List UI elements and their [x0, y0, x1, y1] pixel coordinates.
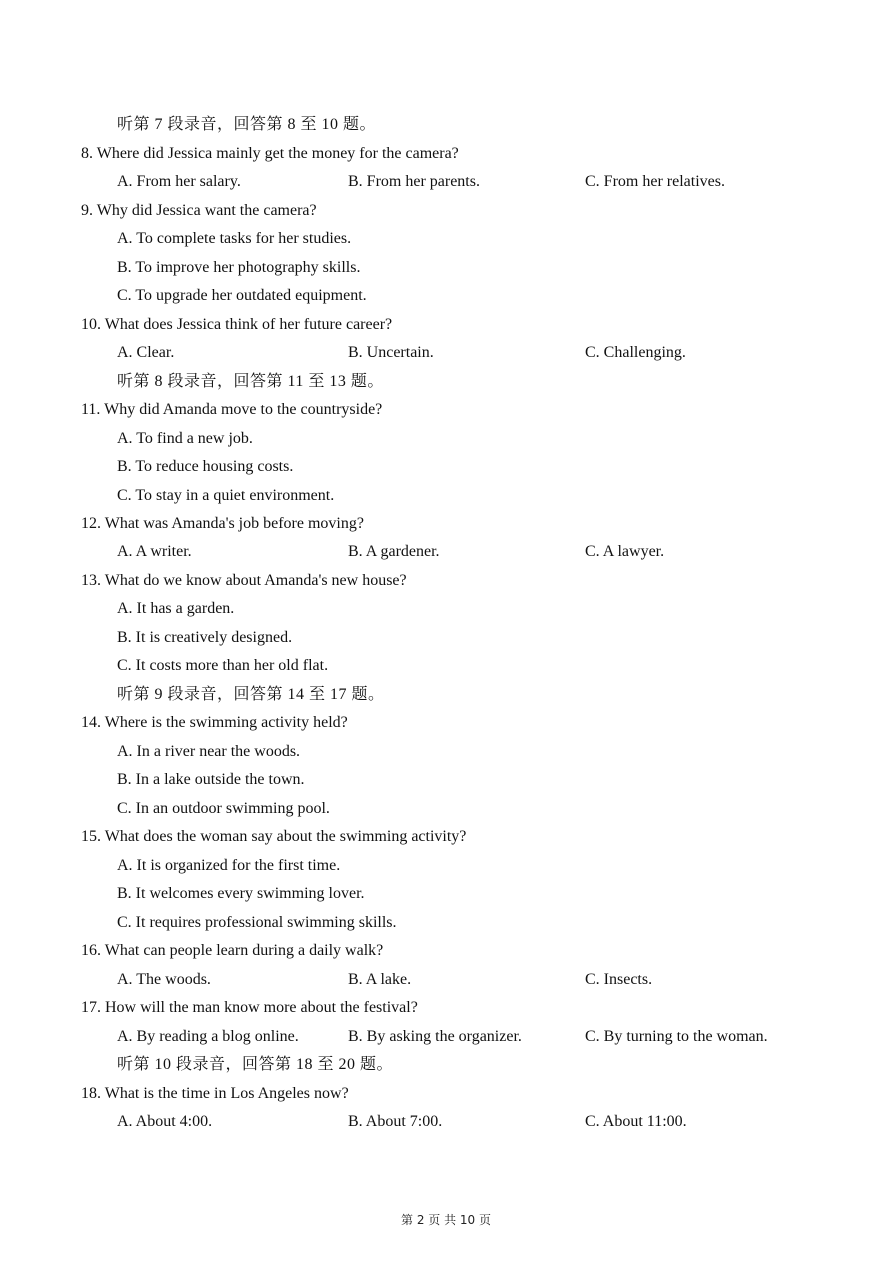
question-10-option-c: C. Challenging. [585, 344, 686, 361]
question-17-stem: 17. How will the man know more about the festival? [81, 999, 418, 1016]
question-18-option-b: B. About 7:00. [348, 1113, 443, 1130]
question-8-option-a: A. From her salary. [117, 173, 241, 190]
question-12-option-b: B. A gardener. [348, 543, 440, 560]
question-13-option-c: C. It costs more than her old flat. [117, 657, 329, 674]
question-8-option-c: C. From her relatives. [585, 173, 725, 190]
question-14-option-b: B. In a lake outside the town. [117, 771, 305, 788]
question-10-stem: 10. What does Jessica think of her future career? [81, 316, 393, 333]
question-17-option-c: C. By turning to the woman. [585, 1028, 768, 1045]
question-16-option-c: C. Insects. [585, 971, 653, 988]
question-14-stem: 14. Where is the swimming activity held? [81, 714, 348, 731]
question-12-stem: 12. What was Amanda's job before moving? [81, 515, 364, 532]
question-15-option-a: A. It is organized for the first time. [117, 857, 341, 874]
question-11-option-b: B. To reduce housing costs. [117, 458, 294, 475]
question-14-option-c: C. In an outdoor swimming pool. [117, 800, 330, 817]
question-12-option-c: C. A lawyer. [585, 543, 665, 560]
question-10-option-b: B. Uncertain. [348, 344, 434, 361]
question-13-option-b: B. It is creatively designed. [117, 629, 293, 646]
question-16-stem: 16. What can people learn during a daily walk? [81, 942, 384, 959]
question-10-option-a: A. Clear. [117, 344, 175, 361]
question-9-option-c: C. To upgrade her outdated equipment. [117, 287, 367, 304]
question-17-option-a: A. By reading a blog online. [117, 1028, 299, 1045]
question-16-option-a: A. The woods. [117, 971, 211, 988]
question-15-stem: 15. What does the woman say about the swimming activity? [81, 828, 467, 845]
section-heading-9: 听第 9 段录音，回答第 14 至 17 题。 [117, 686, 385, 703]
question-9-option-b: B. To improve her photography skills. [117, 259, 361, 276]
page-number-footer: 第 2 页 共 10 页 [401, 1213, 491, 1227]
question-18-stem: 18. What is the time in Los Angeles now? [81, 1085, 349, 1102]
section-heading-8: 听第 8 段录音，回答第 11 至 13 题。 [117, 373, 384, 390]
question-11-stem: 11. Why did Amanda move to the countryside? [81, 401, 383, 418]
question-13-stem: 13. What do we know about Amanda's new house? [81, 572, 407, 589]
question-18-option-a: A. About 4:00. [117, 1113, 213, 1130]
question-9-stem: 9. Why did Jessica want the camera? [81, 202, 317, 219]
question-11-option-c: C. To stay in a quiet environment. [117, 487, 335, 504]
question-17-option-b: B. By asking the organizer. [348, 1028, 522, 1045]
question-18-option-c: C. About 11:00. [585, 1113, 687, 1130]
question-11-option-a: A. To find a new job. [117, 430, 253, 447]
section-heading-10: 听第 10 段录音，回答第 18 至 20 题。 [117, 1056, 394, 1073]
question-8-option-b: B. From her parents. [348, 173, 480, 190]
question-15-option-b: B. It welcomes every swimming lover. [117, 885, 365, 902]
question-16-option-b: B. A lake. [348, 971, 412, 988]
question-14-option-a: A. In a river near the woods. [117, 743, 301, 760]
question-15-option-c: C. It requires professional swimming skills. [117, 914, 397, 931]
question-8-stem: 8. Where did Jessica mainly get the money for the camera? [81, 145, 459, 162]
section-heading-7: 听第 7 段录音，回答第 8 至 10 题。 [117, 116, 377, 133]
question-9-option-a: A. To complete tasks for her studies. [117, 230, 352, 247]
question-13-option-a: A. It has a garden. [117, 600, 235, 617]
question-12-option-a: A. A writer. [117, 543, 192, 560]
